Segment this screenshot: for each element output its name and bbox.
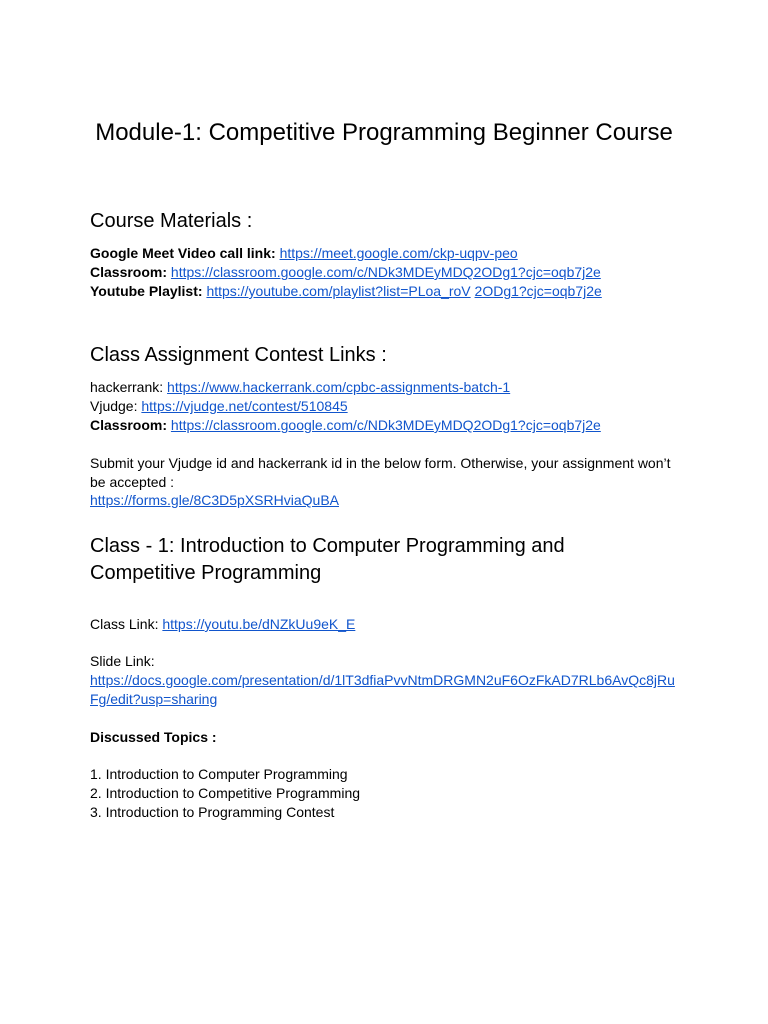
youtube-playlist-line: [90, 282, 690, 301]
vjudge-label: Vjudge:: [90, 398, 138, 414]
meet-link[interactable]: https://meet.google.com/ckp-uqpv-peo: [279, 245, 518, 261]
slide-link-label: Slide Link:: [90, 653, 155, 669]
classroom-link-line: [90, 263, 690, 282]
course-materials-heading: Course Materials :: [90, 210, 253, 232]
assignment-classroom-link[interactable]: https://classroom.google.com/c/NDk3MDEyMDQ2ODg1?cjc=oqb7j2e: [170, 417, 601, 433]
class1-heading: Class - 1: Introduction to Computer Programming and Competitive Programming: [90, 535, 565, 584]
hackerrank-line: [90, 378, 690, 397]
youtube-playlist-link[interactable]: https://youtube.com/playlist?list=PLoa_roV: [206, 283, 471, 299]
classroom-link[interactable]: https://classroom.google.com/c/NDk3MDEyMDQ2ODg1?cjc=oqb7j2e: [170, 264, 601, 280]
youtube-playlist-label: Youtube Playlist:: [90, 283, 203, 299]
assignment-classroom-label: Classroom:: [90, 417, 168, 433]
vjudge-link[interactable]: https://vjudge.net/contest/510845: [141, 398, 348, 414]
classroom-link-label: Classroom:: [90, 264, 168, 280]
document-title: Module-1: Competitive Programming Beginner Course: [95, 119, 673, 146]
meet-link-label: Google Meet Video call link:: [90, 245, 276, 261]
slide-link-line: [90, 671, 678, 709]
assignment-classroom-line: [90, 416, 690, 435]
meet-link-line: [90, 244, 690, 263]
hackerrank-link[interactable]: https://www.hackerrank.com/cpbc-assignments-batch-1: [167, 379, 511, 395]
youtube-playlist-link-continued[interactable]: 2ODg1?cjc=oqb7j2e: [474, 283, 602, 299]
submit-note: Submit your Vjudge id and hackerrank id in the below form. Otherwise, your assignment won’t be accepted :: [90, 455, 671, 490]
form-link-line: [90, 491, 690, 510]
class-link-line: [90, 615, 690, 634]
assignment-contest-heading: Class Assignment Contest Links :: [90, 344, 387, 366]
discussed-topics-heading: Discussed Topics :: [90, 729, 217, 745]
topic-item-1: 1. Introduction to Computer Programming: [90, 766, 348, 782]
class-link-label: Class Link:: [90, 616, 159, 632]
topic-item-3: 3. Introduction to Programming Contest: [90, 804, 335, 820]
hackerrank-label: hackerrank:: [90, 379, 164, 395]
topic-item-2: 2. Introduction to Competitive Programming: [90, 785, 361, 801]
vjudge-line: [90, 397, 690, 416]
class-video-link[interactable]: https://youtu.be/dNZkUu9eK_E: [162, 616, 356, 632]
slide-link[interactable]: https://docs.google.com/presentation/d/1lT3dfiaPvvNtmDRGMN2uF6OzFkAD7RLb6AvQc8jRuFg/edit?usp=sharing: [90, 672, 675, 707]
submission-form-link[interactable]: https://forms.gle/8C3D5pXSRHviaQuBA: [90, 492, 339, 508]
